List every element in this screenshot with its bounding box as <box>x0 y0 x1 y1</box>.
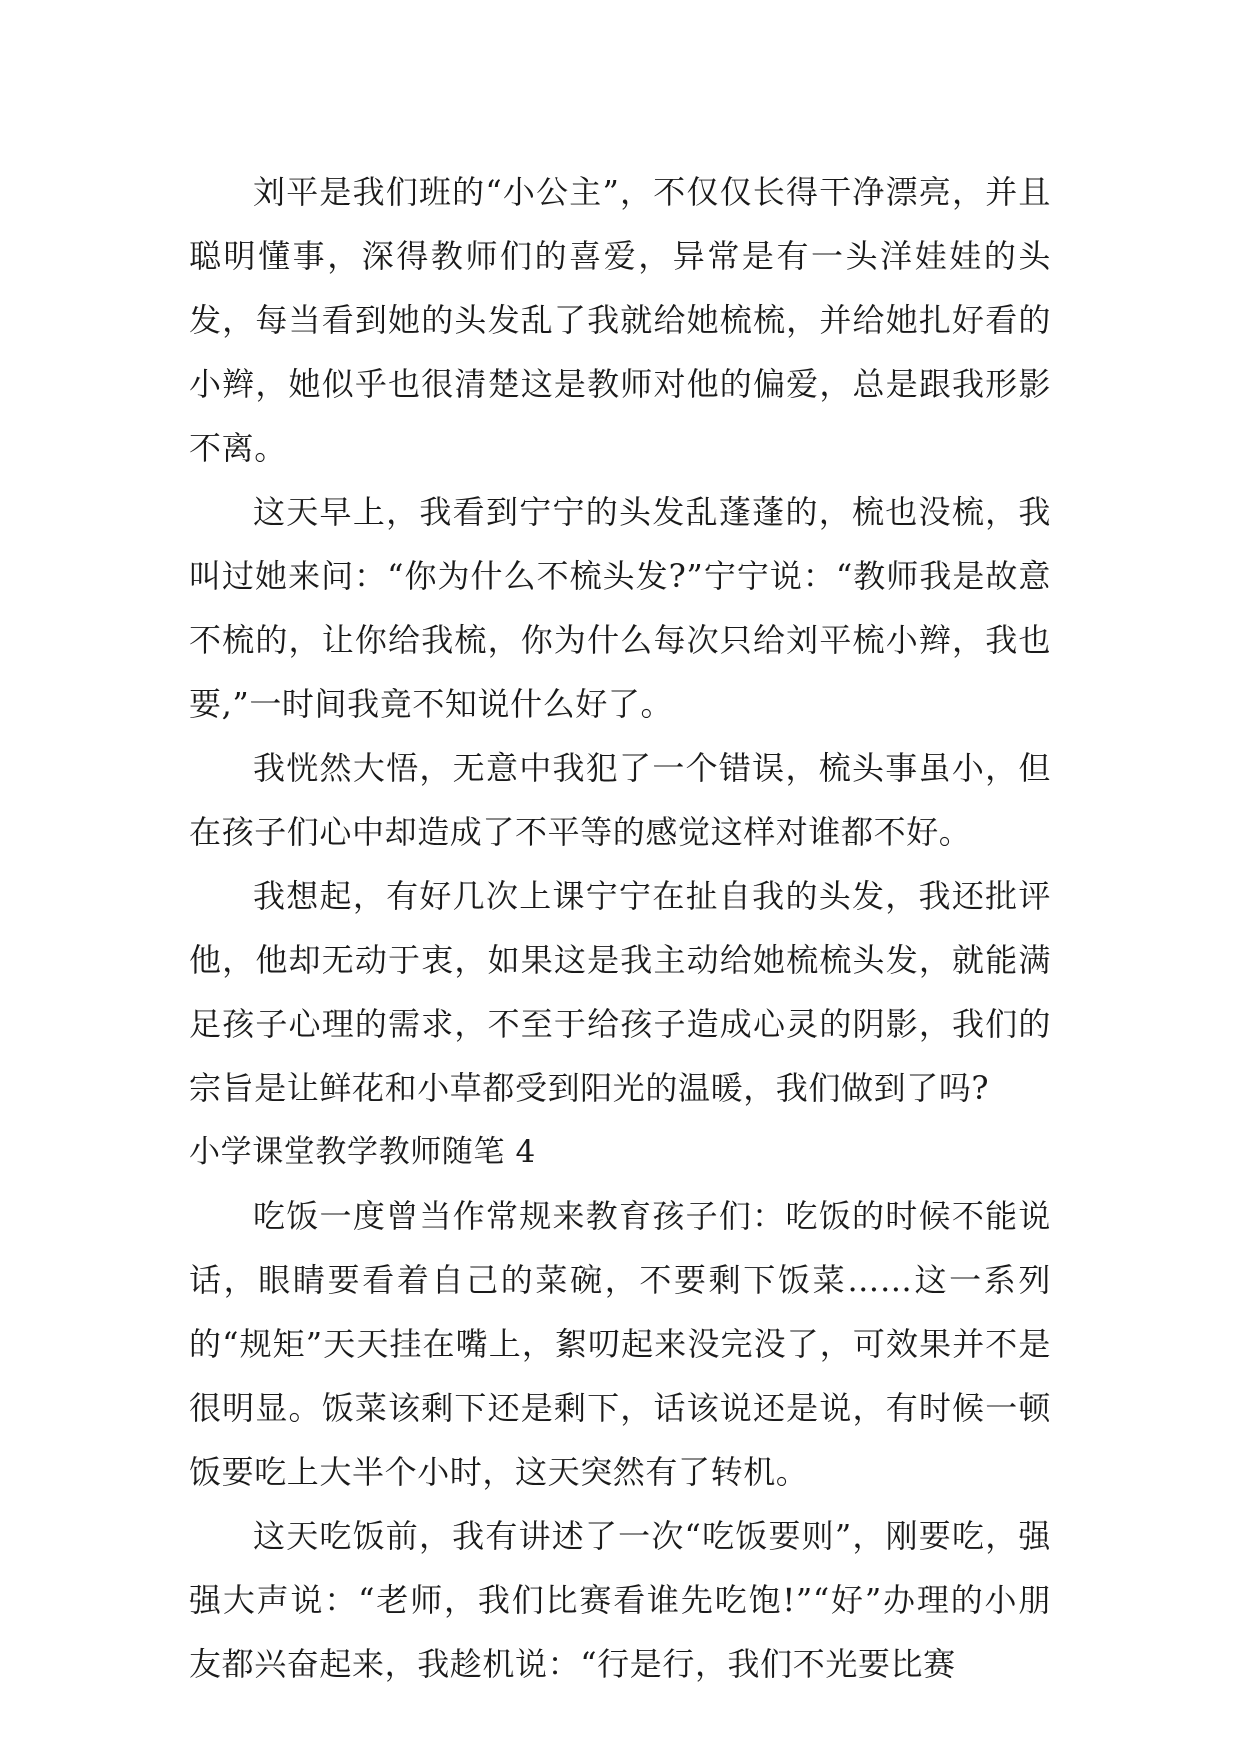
section-heading: 小学课堂教学教师随笔 4 <box>189 1134 536 1170</box>
document-body <box>189 160 1051 1696</box>
paragraph: 我恍然大悟，无意中我犯了一个错误，梳头事虽小，但在孩子们心中却造成了不平等的感觉这样对谁都不好。 <box>189 749 1051 851</box>
paragraph: 这天吃饭前，我有讲述了一次“吃饭要则”，刚要吃，强强大声说：“老师，我们比赛看谁先吃饱!”“好”办理的小朋友都兴奋起来，我趁机说：“行是行，我们不光要比赛 <box>189 1517 1051 1683</box>
paragraph: 刘平是我们班的“小公主”，不仅仅长得干净漂亮，并且聪明懂事，深得教师们的喜爱，异常是有一头洋娃娃的头发，每当看到她的头发乱了我就给她梳梳，并给她扎好看的小辫，她似乎也很清楚这是教师对他的偏爱，总是跟我形影不离。 <box>189 173 1051 467</box>
paragraph: 吃饭一度曾当作常规来教育孩子们：吃饭的时候不能说话，眼睛要看着自己的菜碗，不要剩下饭菜……这一系列的“规矩”天天挂在嘴上，絮叨起来没完没了，可效果并不是很明显。饭菜该剩下还是剩下，话该说还是说，有时候一顿饭要吃上大半个小时，这天突然有了转机。 <box>189 1197 1051 1491</box>
paragraph: 这天早上，我看到宁宁的头发乱蓬蓬的，梳也没梳，我叫过她来问：“你为什么不梳头发?”宁宁说：“教师我是故意不梳的，让你给我梳，你为什么每次只给刘平梳小辫，我也要,”一时间我竟不知说什么好了。 <box>189 493 1051 723</box>
paragraph: 我想起，有好几次上课宁宁在扯自我的头发，我还批评他，他却无动于衷，如果这是我主动给她梳梳头发，就能满足孩子心理的需求，不至于给孩子造成心灵的阴影，我们的宗旨是让鲜花和小草都受到阳光的温暖，我们做到了吗? <box>189 877 1051 1107</box>
